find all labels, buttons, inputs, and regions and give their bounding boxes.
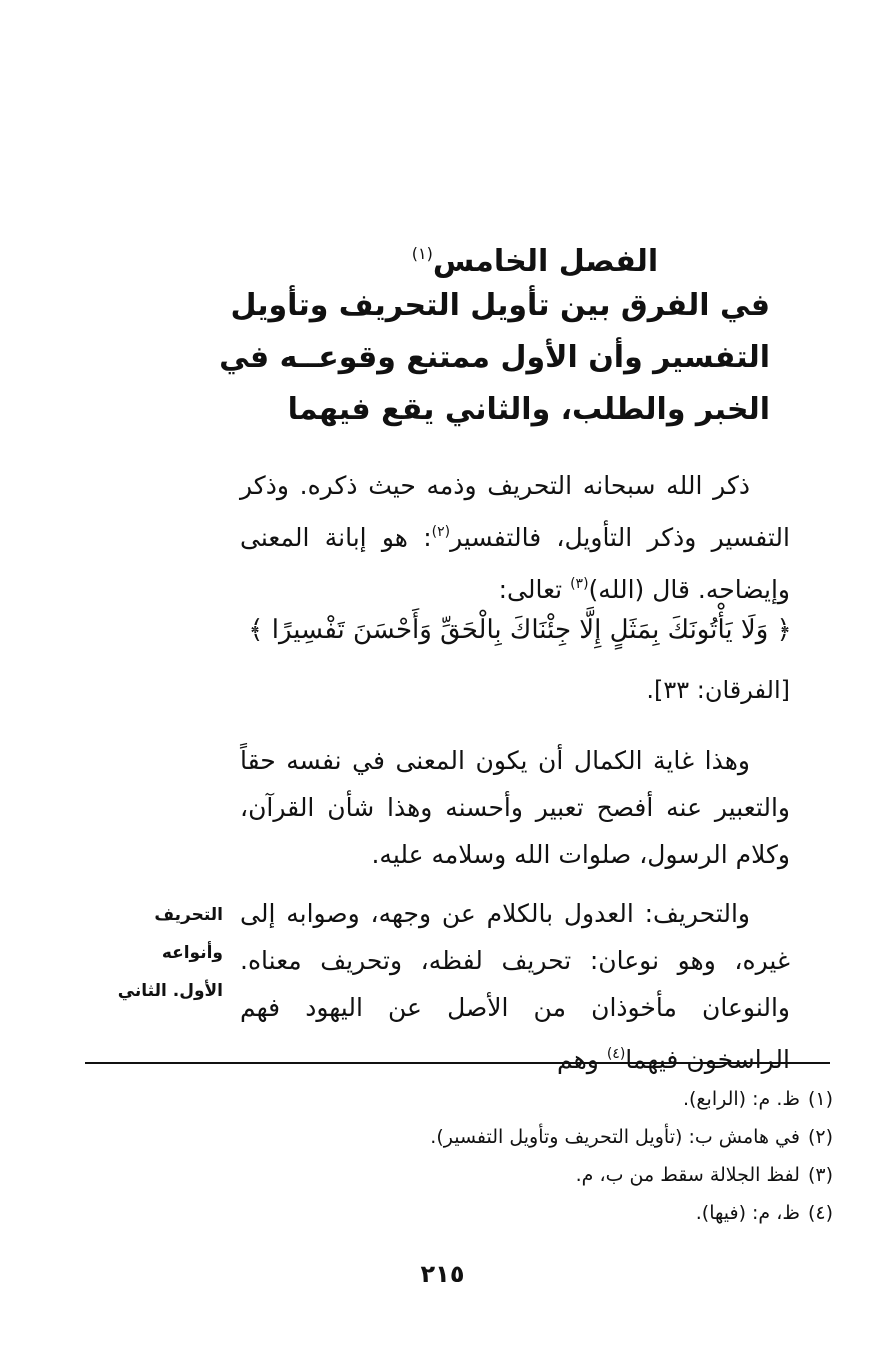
footnote-2	[133, 1118, 833, 1156]
footnote-ref-1: (١)	[411, 244, 433, 263]
page-number: ٢١٥	[420, 1260, 465, 1288]
footnote-text: في هامش ب: (تأويل التحريف وتأويل التفسير).	[430, 1126, 800, 1148]
footnote-3	[133, 1156, 833, 1194]
margin-note	[88, 896, 223, 1010]
chapter-heading	[219, 228, 770, 436]
verse-reference: [الفرقان: ٣٣].	[646, 676, 790, 704]
footnote-ref-3: (٣)	[570, 576, 589, 592]
footnote-text: ظ، م: (فيها).	[695, 1202, 800, 1224]
footnote-divider	[85, 1062, 830, 1064]
footnotes	[133, 1080, 833, 1232]
footnote-ref-4: (٤)	[606, 1046, 626, 1062]
footnote-text: ظ. م: (الرابع).	[682, 1088, 800, 1110]
chapter-subtitle-line-3: الخبر والطلب، والثاني يقع فيهما	[287, 392, 770, 427]
footnote-text: لفظ الجلالة سقط من ب، م.	[575, 1164, 800, 1186]
footnote-ref-2: (٢)	[431, 524, 451, 540]
paragraph-perfection: وهذا غاية الكمال أن يكون المعنى في نفسه حقاً والتعبير عنه أفصح تعبير وأحسنه وهذا شأن القرآن، وكلام الرسول، صلوات الله وسلامه عليه.	[240, 746, 790, 869]
quran-verse: ﴿ وَلَا يَأْتُونَكَ بِمَثَلٍ إِلَّا جِئْنَاكَ بِالْحَقِّ وَأَحْسَنَ تَفْسِيرًا ﴾	[248, 615, 792, 645]
footnote-number: (٢)	[807, 1126, 833, 1148]
chapter-subtitle-line-1: في الفرق بين تأويل التحريف وتأويل	[230, 288, 770, 323]
margin-note-line-2: الأول. الثاني	[117, 981, 223, 1001]
chapter-subtitle-line-2: التفسير وأن الأول ممتنع وقوعــه في	[219, 340, 770, 375]
footnote-number: (١)	[807, 1088, 833, 1110]
paragraph-tahrif-definition: والتحريف: العدول بالكلام عن وجهه، وصوابه إلى غيره، وهو نوعان: تحريف لفظه، وتحريف معناه. والنوعان مأخوذان من الأصل عن اليهود فهم الراسخون فيهما$^{(٤)}$ وهم	[240, 899, 790, 1074]
margin-note-line-1: التحريف وأنواعه	[154, 905, 223, 963]
footnote-4	[133, 1194, 833, 1232]
footnote-number: (٤)	[807, 1202, 833, 1224]
paragraph-tafsir-definition: ذكر الله سبحانه التحريف وذمه حيث ذكره. وذكر التفسير وذكر التأويل، فالتفسير$^{(٢)}$: هو إبانة المعنى وإيضاحه. قال (الله)$^{(٣)}$ تعالى:	[240, 471, 790, 604]
footnote-number: (٣)	[807, 1164, 833, 1186]
footnote-1	[133, 1080, 833, 1118]
chapter-title: الفصل الخامس$^{(١)}$	[411, 244, 659, 279]
